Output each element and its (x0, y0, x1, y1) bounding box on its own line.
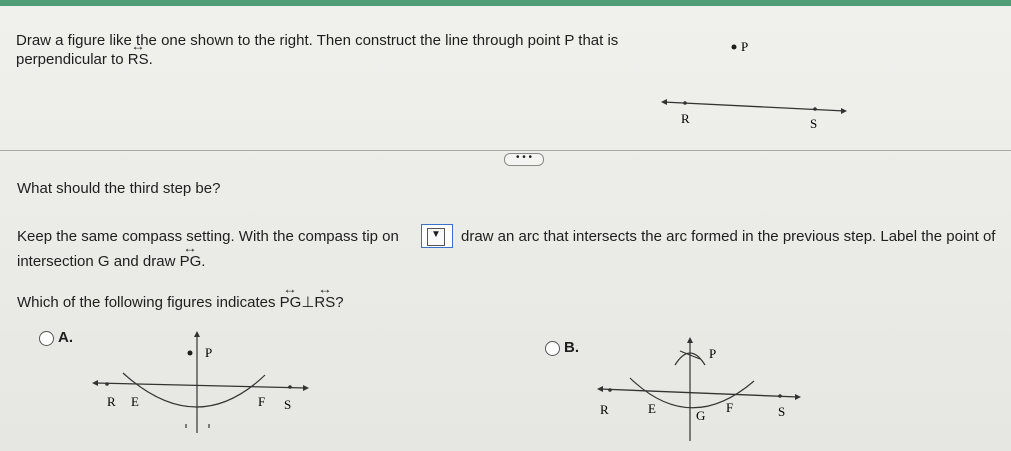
line-rs (95, 383, 307, 388)
line-arrow-left (92, 380, 98, 386)
option-b-letter: B. (564, 339, 579, 356)
point-r (105, 382, 109, 386)
option-b-figure[interactable] (592, 336, 807, 446)
step-text-part3: intersection G and draw (17, 253, 180, 270)
question-line-2-suffix: . (148, 51, 153, 68)
point-s (778, 394, 782, 398)
step-prompt: What should the third step be? (17, 180, 221, 197)
label-r: R (681, 111, 690, 126)
main-figure (655, 30, 855, 135)
segment-rs: ↔ RS (128, 51, 149, 68)
label-e: E (131, 394, 139, 409)
line-rs (600, 389, 798, 397)
line-arrow-right (303, 385, 309, 391)
label-p: P (741, 39, 749, 54)
section-divider (0, 150, 1011, 151)
label-f: F (726, 400, 734, 415)
arrow-up (687, 337, 693, 343)
label-s: S (778, 404, 786, 419)
label-g: G (696, 408, 706, 423)
question-line-2 (16, 51, 153, 68)
point-s (813, 107, 817, 111)
segment-rs-2: ↔ RS (314, 294, 335, 311)
label-p: P (709, 346, 717, 361)
question-line-2-prefix: perpendicular to (16, 51, 128, 68)
label-r: R (600, 402, 609, 417)
option-a-letter: A. (58, 329, 73, 346)
compass-tip-dropdown[interactable] (421, 224, 453, 248)
segment-pg: ↔ PG (180, 253, 202, 270)
line-arrow-right (841, 108, 847, 114)
line-arrow-right (795, 394, 801, 400)
line-arrow-left (597, 386, 603, 392)
line-arrow-left (661, 99, 667, 105)
label-s: S (284, 397, 292, 412)
label-e: E (648, 401, 656, 416)
point-s (288, 385, 292, 389)
step-text-end: . (201, 253, 206, 270)
point-p (732, 45, 737, 50)
point-r (608, 388, 612, 392)
label-r: R (107, 394, 116, 409)
step-text-part2: draw an arc that intersects the arc formed in the previous step. Label the point of (461, 228, 996, 245)
option-b-radio[interactable] (545, 341, 560, 356)
line-rs (663, 102, 845, 111)
label-p: P (205, 345, 213, 360)
option-a-figure[interactable] (85, 330, 315, 435)
mc-question-suffix: ? (335, 294, 344, 311)
label-f: F (258, 394, 266, 409)
compass-arc (123, 373, 265, 407)
mc-question-prefix: Which of the following figures indicates (17, 294, 280, 311)
option-a-radio[interactable] (39, 331, 54, 346)
segment-pg-2: ↔ PG (280, 294, 302, 311)
label-s: S (810, 116, 818, 131)
step-text-part1: Keep the same compass setting. With the compass tip on (17, 228, 399, 245)
point-p (188, 351, 193, 356)
question-line-1: Draw a figure like the one shown to the right. Then construct the line through point P that is (16, 32, 619, 49)
expand-more-button[interactable]: • • • (504, 153, 544, 166)
arrow-up (194, 331, 200, 337)
chevron-down-icon: ▼ (431, 229, 441, 240)
point-r (683, 101, 687, 105)
step-text-line2 (17, 253, 205, 270)
perp-symbol: ⊥ (301, 294, 315, 311)
mc-question (17, 293, 344, 311)
